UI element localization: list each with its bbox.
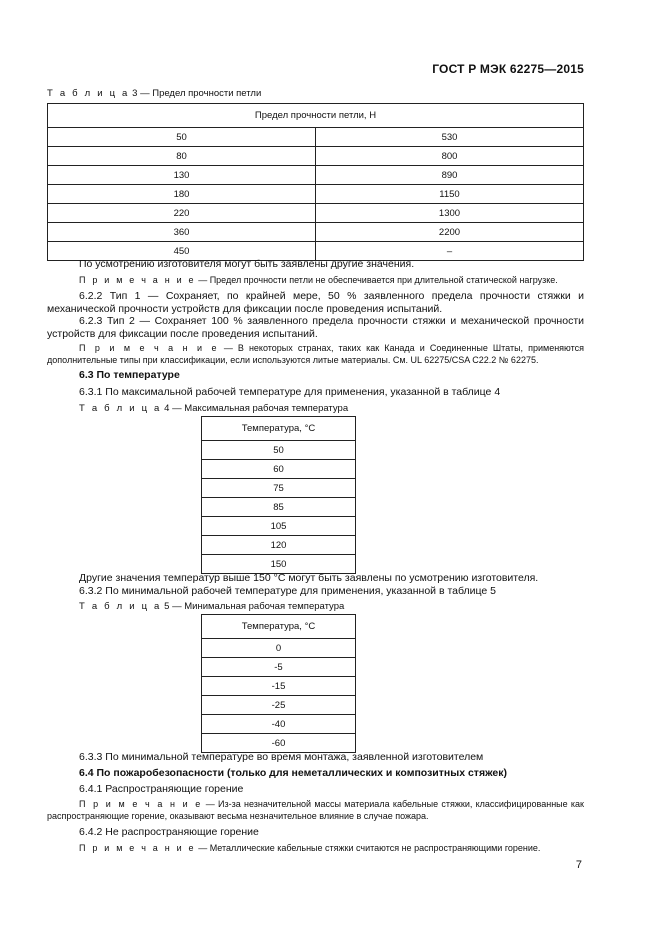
- note-text: — В некоторых странах, таких как Канада и Соединенные Штаты, применяются дополнительные типы при классификации, если используются литые материалы. См. UL 62275/CSA C22.2 № 62275.: [47, 343, 585, 365]
- table-row: [48, 166, 584, 185]
- table5: [201, 614, 356, 753]
- table4-caption-text: 4 — Максимальная рабочая температура: [161, 403, 349, 414]
- table-cell: 800: [316, 147, 584, 166]
- table4: [201, 416, 356, 574]
- note: [47, 798, 584, 822]
- table5-caption: [79, 601, 344, 612]
- paragraph: По усмотрению изготовителя могут быть заявлены другие значения.: [79, 258, 415, 270]
- table-row: [202, 517, 356, 536]
- document-code: ГОСТ Р МЭК 62275—2015: [432, 62, 584, 76]
- section-heading-6-3: 6.3 По температуре: [79, 369, 180, 381]
- table-row: [48, 128, 584, 147]
- table3-caption-text: 3 — Предел прочности петли: [129, 88, 262, 99]
- table3-caption-label: Т а б л и ц а: [47, 88, 130, 99]
- table-cell: 1300: [316, 204, 584, 223]
- note-text: — Предел прочности петли не обеспечивается при длительной статической нагрузке.: [195, 275, 558, 285]
- table-cell: 50: [48, 128, 316, 147]
- table-row: [202, 696, 356, 715]
- paragraph-6-4-1: 6.4.1 Распространяющие горение: [79, 783, 244, 795]
- section-heading-6-4: 6.4 По пожаробезопасности (только для неметаллических и композитных стяжек): [79, 767, 507, 779]
- table-row: [202, 441, 356, 460]
- table-cell: 1150: [316, 185, 584, 204]
- table4-caption: [79, 403, 348, 414]
- table-cell: 890: [316, 166, 584, 185]
- table-cell: 2200: [316, 223, 584, 242]
- note-text: — Металлические кабельные стяжки считаются не распространяющими горение.: [195, 843, 541, 853]
- note-label: П р и м е ч а н и е: [79, 343, 219, 353]
- table-cell: 360: [48, 223, 316, 242]
- table-row: [48, 204, 584, 223]
- table-row: [202, 734, 356, 753]
- paragraph-6-3-3: 6.3.3 По минимальной температуре во время монтажа, заявленной изготовителем: [79, 751, 484, 763]
- table-cell: -15: [202, 677, 356, 696]
- table-row: [202, 479, 356, 498]
- table-cell: –: [316, 242, 584, 261]
- table-row: [202, 715, 356, 734]
- table-row: [202, 498, 356, 517]
- paragraph-6-2-2: 6.2.2 Тип 1 — Сохраняет, по крайней мере, 50 % заявленного предела прочности стяжки и механической прочности устройств для фиксации после проведения испытаний.: [47, 290, 584, 315]
- table-cell: -40: [202, 715, 356, 734]
- table-row: [202, 639, 356, 658]
- table-cell: 220: [48, 204, 316, 223]
- table5-caption-text: 5 — Минимальная рабочая температура: [161, 601, 345, 612]
- table-cell: 85: [202, 498, 356, 517]
- note-text: — Из-за незначительной массы материала кабельные стяжки, классифицированные как распространяющие горение, оказывают весьма незначительное влияние в случае пожара.: [47, 799, 584, 821]
- paragraph-6-4-2: 6.4.2 Не распространяющие горение: [79, 826, 259, 838]
- paragraph-6-3-1: 6.3.1 По максимальной рабочей температуре для применения, указанной в таблице 4: [79, 386, 501, 398]
- note: [79, 842, 540, 854]
- table3-header: Предел прочности петли, Н: [48, 104, 584, 128]
- table-cell: 50: [202, 441, 356, 460]
- table-cell: -60: [202, 734, 356, 753]
- table4-header: Температура, °С: [202, 417, 356, 441]
- table-cell: 0: [202, 639, 356, 658]
- table-cell: 130: [48, 166, 316, 185]
- note: [79, 274, 584, 286]
- table-row: [48, 185, 584, 204]
- table-cell: 105: [202, 517, 356, 536]
- table-row: [202, 536, 356, 555]
- table-row: [202, 555, 356, 574]
- table-cell: 180: [48, 185, 316, 204]
- table-cell: 530: [316, 128, 584, 147]
- table-cell: 75: [202, 479, 356, 498]
- table-cell: 120: [202, 536, 356, 555]
- table-cell: 150: [202, 555, 356, 574]
- note-label: П р и м е ч а н и е: [79, 799, 203, 809]
- table-cell: 60: [202, 460, 356, 479]
- table3-caption: [47, 88, 261, 99]
- page-number: 7: [575, 859, 582, 871]
- table-row: [202, 658, 356, 677]
- table5-header: Температура, °С: [202, 615, 356, 639]
- paragraph-6-2-3: 6.2.3 Тип 2 — Сохраняет 100 % заявленного предела прочности стяжки и механической прочности устройств для фиксации после проведения испытаний.: [47, 315, 584, 340]
- table-cell: 450: [48, 242, 316, 261]
- table-cell: 80: [48, 147, 316, 166]
- table-row: [202, 460, 356, 479]
- paragraph-6-3-2: 6.3.2 По минимальной рабочей температуре для применения, указанной в таблице 5: [79, 585, 497, 597]
- note-label: П р и м е ч а н и е: [79, 275, 196, 285]
- table-cell: -25: [202, 696, 356, 715]
- table-row: [48, 147, 584, 166]
- table3: [47, 103, 584, 261]
- table5-caption-label: Т а б л и ц а: [79, 601, 162, 612]
- table-row: [48, 223, 584, 242]
- table-cell: -5: [202, 658, 356, 677]
- note: [47, 342, 584, 366]
- paragraph: Другие значения температур выше 150 °С могут быть заявлены по усмотрению изготовителя.: [79, 572, 539, 584]
- note-label: П р и м е ч а н и е: [79, 843, 196, 853]
- table-row: [202, 677, 356, 696]
- table4-caption-label: Т а б л и ц а: [79, 403, 162, 414]
